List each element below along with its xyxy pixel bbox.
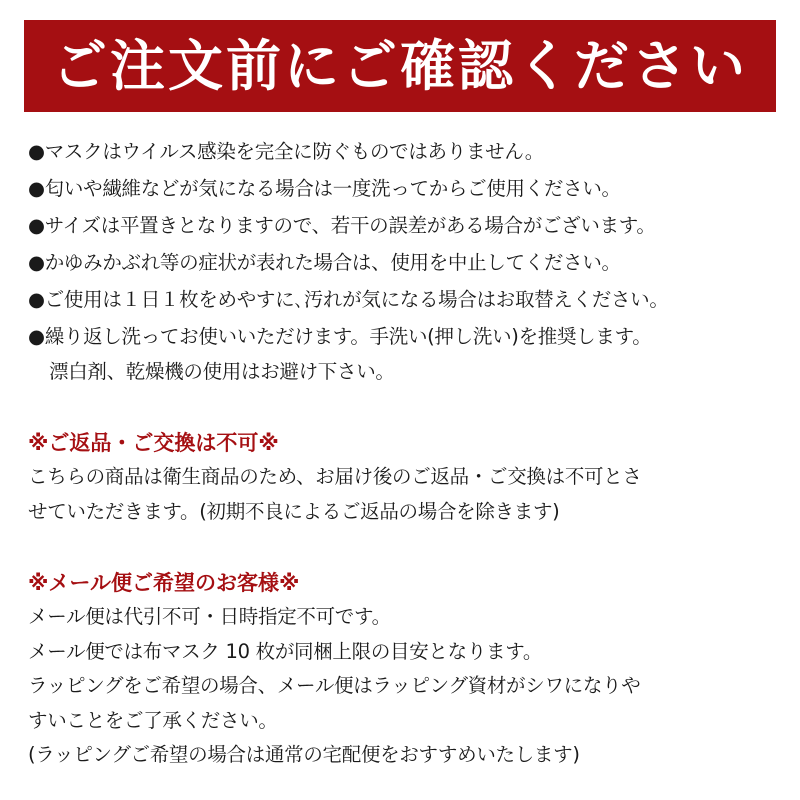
mail-delivery-text: ラッピングをご希望の場合、メール便はラッピング資材がシワになりや bbox=[28, 674, 641, 697]
mail-delivery-section bbox=[28, 566, 780, 773]
caution-list bbox=[28, 133, 780, 388]
caution-item: ●匂いや繊維などが気になる場合は一度洗ってからご使用ください。 bbox=[28, 177, 621, 200]
caution-item: ●ご使用は１日１枚をめやすに､汚れが気になる場合はお取替えください。 bbox=[28, 288, 669, 311]
page-title: ご注文前にご確認ください bbox=[51, 33, 748, 98]
caution-item-continuation: 漂白剤、乾燥機の使用はお避け下さい。 bbox=[49, 360, 395, 383]
returns-policy-text: せていただきます。(初期不良によるご返品の場合を除きます) bbox=[28, 499, 560, 523]
mail-delivery-text: (ラッピングご希望の場合は通常の宅配便をおすすめいたします) bbox=[28, 743, 580, 766]
caution-item: ●サイズは平置きとなりますので、若干の誤差がある場合がございます。 bbox=[28, 214, 656, 237]
caution-item: ●マスクはウイルス感染を完全に防ぐものではありません。 bbox=[28, 140, 544, 163]
returns-policy-section bbox=[28, 426, 780, 529]
returns-policy-heading: ※ご返品・ご交換は不可※ bbox=[28, 431, 279, 455]
header-banner bbox=[24, 20, 776, 112]
mail-delivery-text: メール便では布マスク 10 枚が同梱上限の目安となります。 bbox=[28, 639, 543, 663]
mail-delivery-heading: ※メール便ご希望のお客様※ bbox=[28, 571, 300, 595]
mail-delivery-text: メール便は代引不可・日時指定不可です。 bbox=[28, 605, 391, 628]
caution-item: ●繰り返し洗ってお使いいただけます。手洗い(押し洗い)を推奨します。 bbox=[28, 325, 652, 348]
mail-delivery-text: すいことをご了承ください。 bbox=[28, 708, 278, 732]
caution-item: ●かゆみかぶれ等の症状が表れた場合は、使用を中止してください。 bbox=[28, 251, 621, 274]
returns-policy-text: こちらの商品は衛生商品のため、お届け後のご返品・ご交換は不可とさ bbox=[28, 465, 642, 488]
